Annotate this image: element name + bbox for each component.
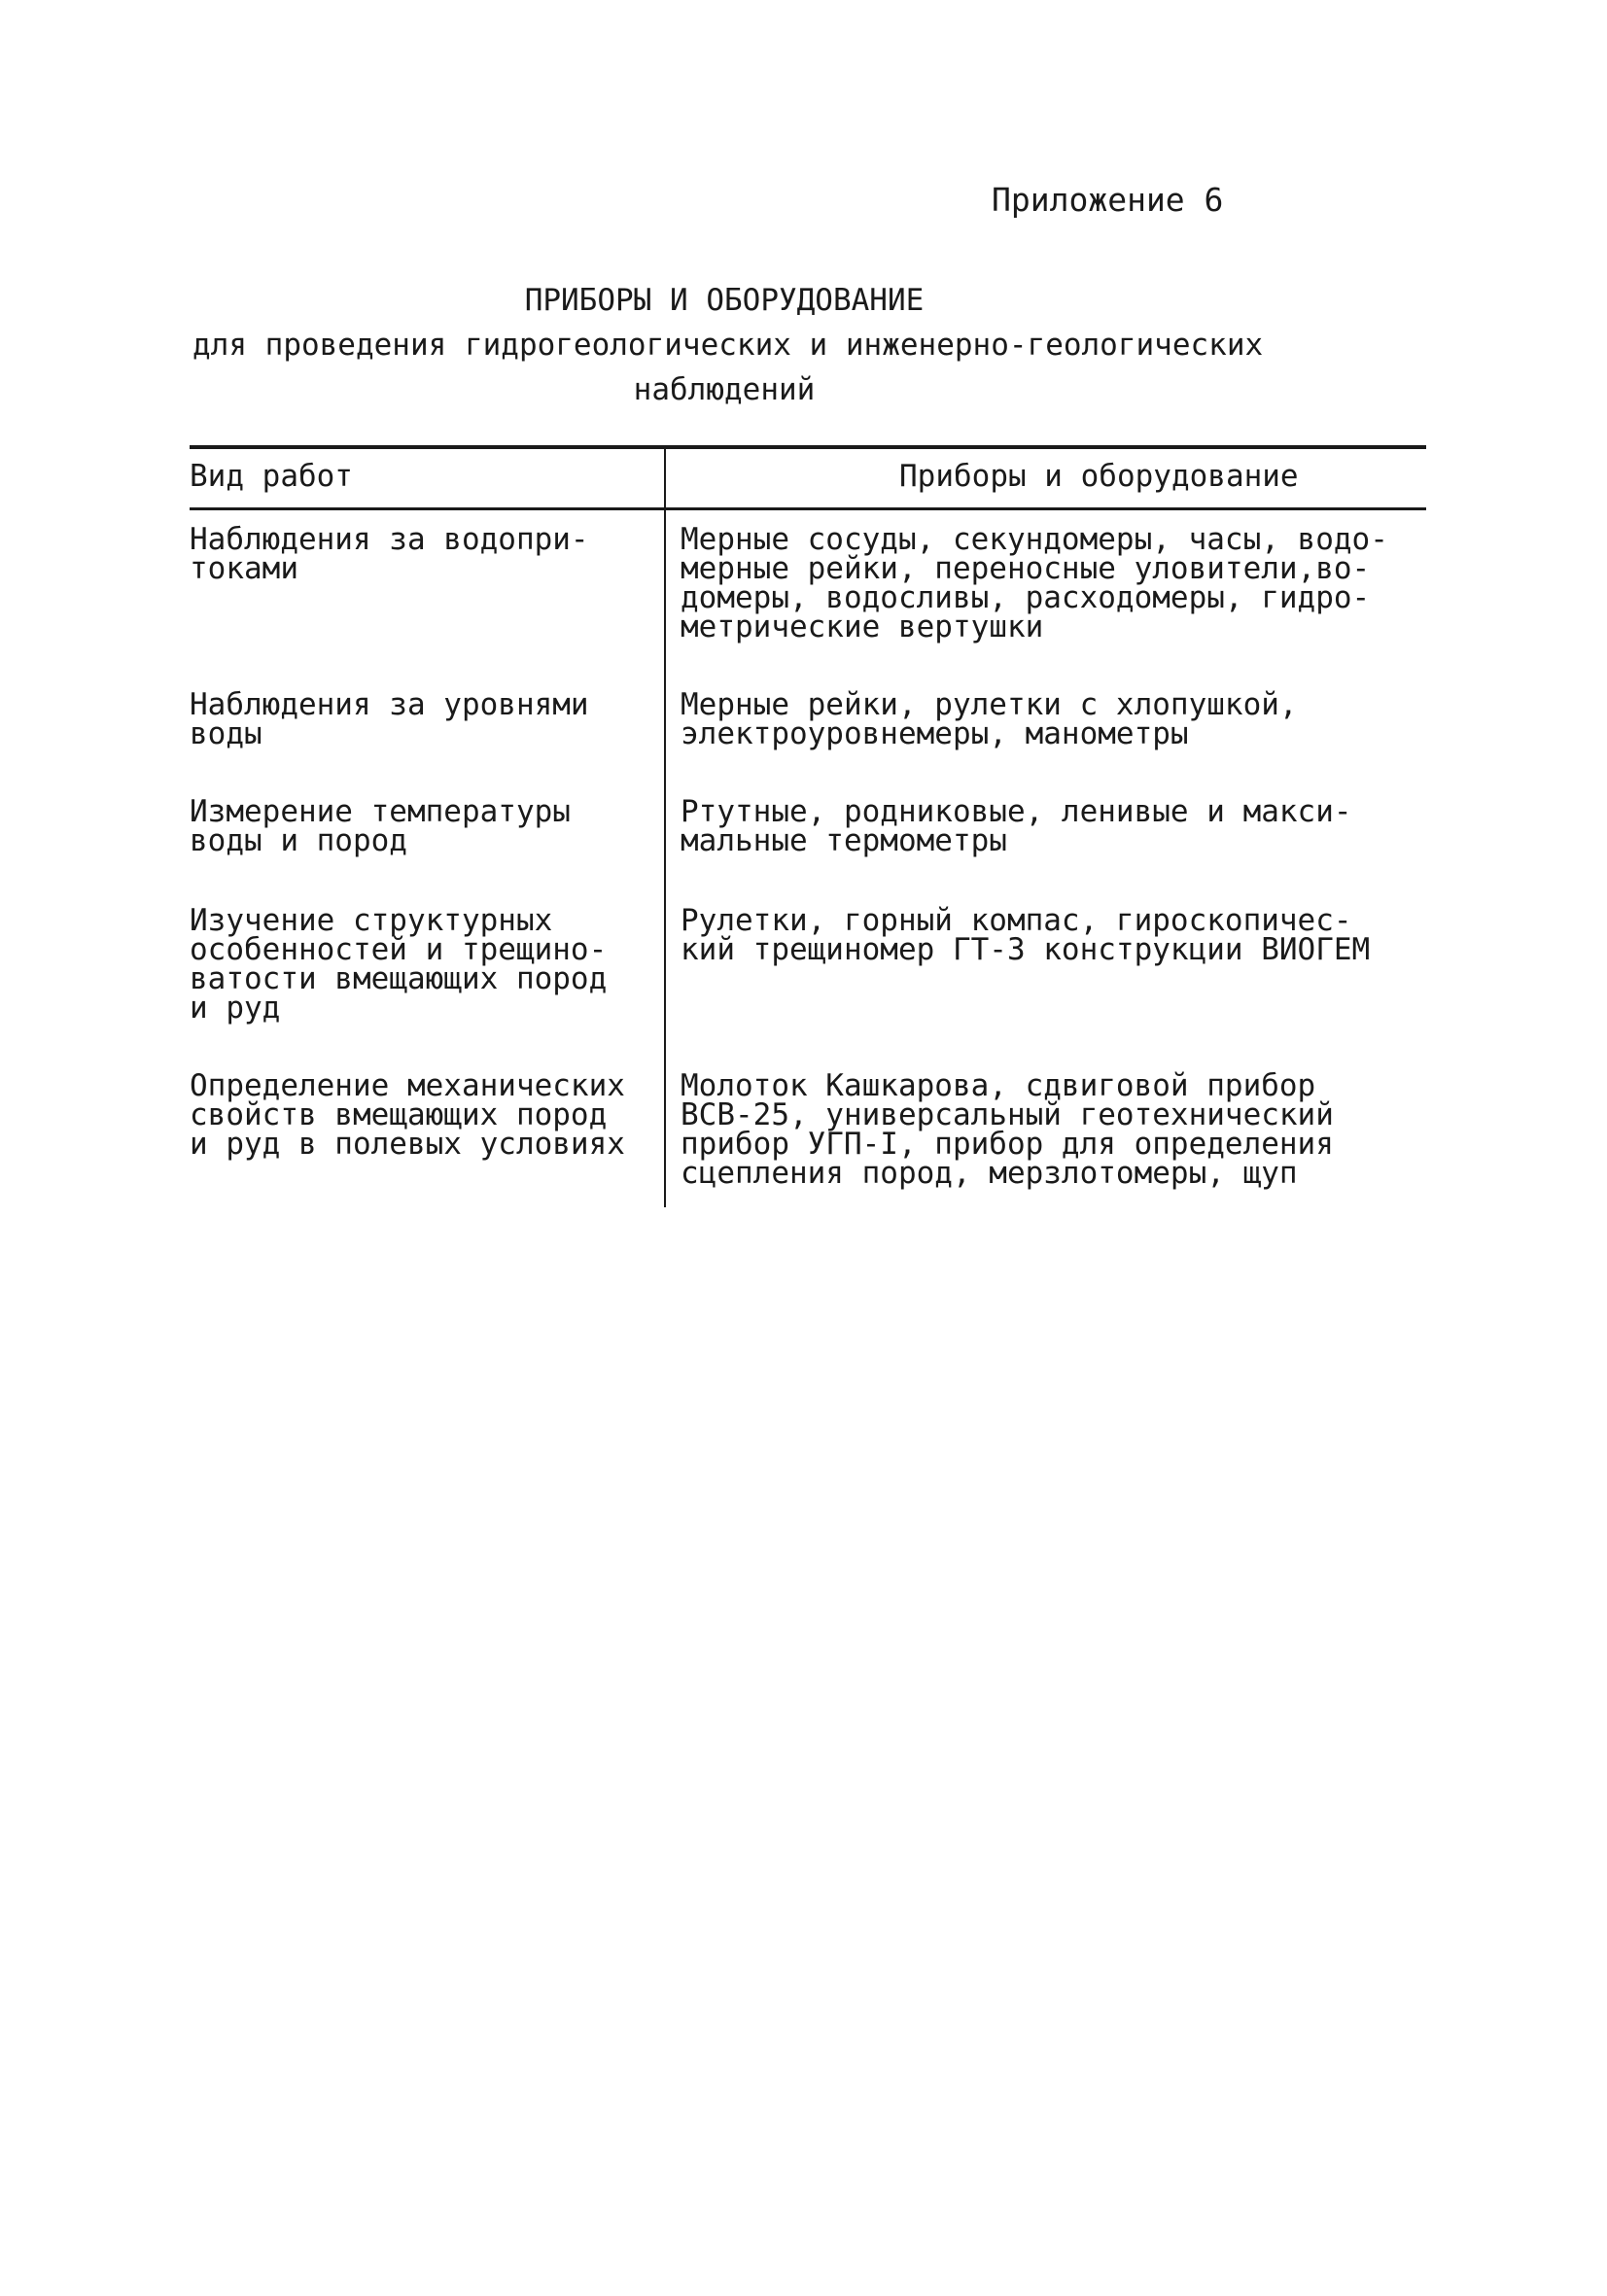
title-line-3: наблюдений bbox=[633, 372, 816, 407]
cell-equipment: Рулетки, горный компас, гироскопичес- кий трещиномер ГТ-3 конструкции ВИОГЕМ bbox=[681, 903, 1371, 967]
cell-equipment: Молоток Кашкарова, сдвиговой прибор ВСВ-25, универсальный геотехнический прибор УГП-I, прибор для определения сцепления пород, мерзлотомеры, щуп bbox=[681, 1068, 1334, 1191]
document-title bbox=[185, 278, 1303, 412]
cell-equipment: Ртутные, родниковые, ленивые и макси- мальные термометры bbox=[681, 794, 1352, 858]
cell-work-type: Наблюдения за водопри- токами bbox=[190, 522, 589, 586]
title-line-2: для проведения гидрогеологических и инженерно-геологических bbox=[192, 328, 1264, 363]
cell-work-type: Измерение температуры воды и пород bbox=[190, 794, 571, 858]
cell-equipment: Мерные сосуды, секундомеры, часы, водо- мерные рейки, переносные уловители,во- домеры, водосливы, расходомеры, гидро- метрические вертушки bbox=[681, 522, 1388, 644]
table-top-rule bbox=[190, 445, 1426, 449]
table-header-rule bbox=[190, 507, 1426, 510]
appendix-label: Приложение 6 bbox=[992, 181, 1224, 219]
header-work-type: Вид работ bbox=[190, 459, 353, 494]
cell-work-type: Определение механических свойств вмещающих пород и руд в полевых условиях bbox=[190, 1068, 625, 1162]
header-equipment: Приборы и оборудование bbox=[899, 459, 1299, 494]
cell-work-type: Изучение структурных особенностей и трещино- ватости вмещающих пород и руд bbox=[190, 903, 608, 1026]
cell-equipment: Мерные рейки, рулетки с хлопушкой, электроуровнемеры, манометры bbox=[681, 687, 1298, 751]
cell-work-type: Наблюдения за уровнями воды bbox=[190, 687, 589, 751]
title-line-1: ПРИБОРЫ И ОБОРУДОВАНИЕ bbox=[524, 283, 925, 318]
table-column-divider bbox=[664, 449, 666, 1207]
